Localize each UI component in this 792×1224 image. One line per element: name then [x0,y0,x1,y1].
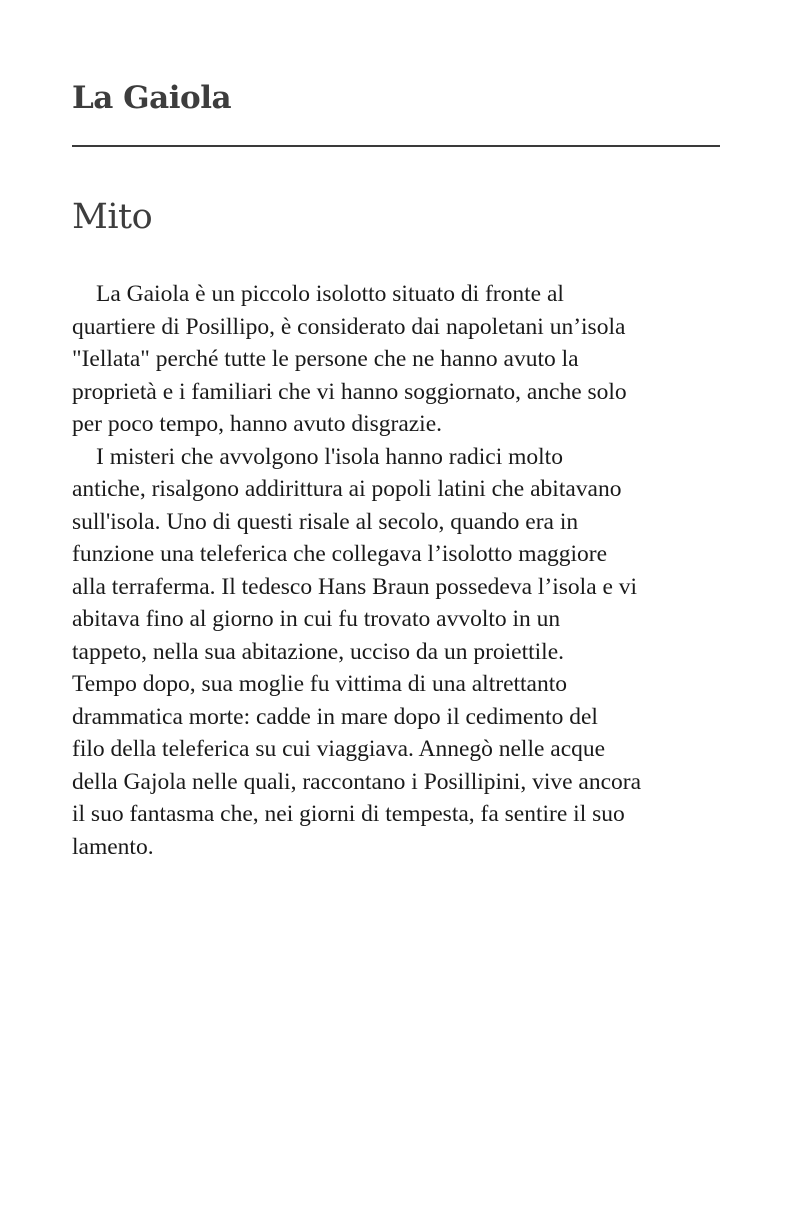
paragraph-line: funzione una teleferica che collegava l’isolotto maggiore [72,541,608,567]
paragraph-line: lamento. [72,833,154,860]
paragraph-line: filo della teleferica su cui viaggiava. Annegò nelle acque [72,736,606,762]
paragraph-line: il suo fantasma che, nei giorni di tempesta, fa sentire il suo [72,801,625,827]
document-title: La Gaiola [72,80,232,116]
paragraph-line: Tempo dopo, sua moglie fu vittima di una altrettanto [72,671,568,697]
paragraph-line: proprietà e i familiari che vi hanno soggiornato, anche solo [72,378,627,405]
paragraph-line: alla terraferma. Il tedesco Hans Braun possedeva l’isola e vi [72,573,638,600]
paragraph-line: tappeto, nella sua abitazione, ucciso da un proiettile. [72,638,565,665]
paragraph-line: La Gaiola è un piccolo isolotto situato di fronte al [96,281,564,307]
paragraph-line: drammatica morte: cadde in mare dopo il cedimento del [72,703,598,730]
paragraph-line: sull'isola. Uno di questi risale al secolo, quando era in [72,508,579,535]
paragraph-line: per poco tempo, hanno avuto disgrazie. [72,411,443,437]
paragraph-line: I misteri che avvolgono l'isola hanno radici molto [96,443,563,470]
paragraph-line: "Iellata" perché tutte le persone che ne hanno avuto la [72,346,579,372]
section-heading: Mito [72,197,153,237]
paragraph-line: antiche, risalgono addirittura ai popoli latini che abitavano [72,476,622,502]
paragraph-line: abitava fino al giorno in cui fu trovato avvolto in un [72,606,561,632]
body-text [72,278,724,863]
title-divider [72,145,720,147]
paragraph-line: quartiere di Posillipo, è considerato dai napoletani un’isola [72,313,626,340]
paragraph-line: della Gajola nelle quali, raccontano i Posillipini, vive ancora [72,768,642,795]
